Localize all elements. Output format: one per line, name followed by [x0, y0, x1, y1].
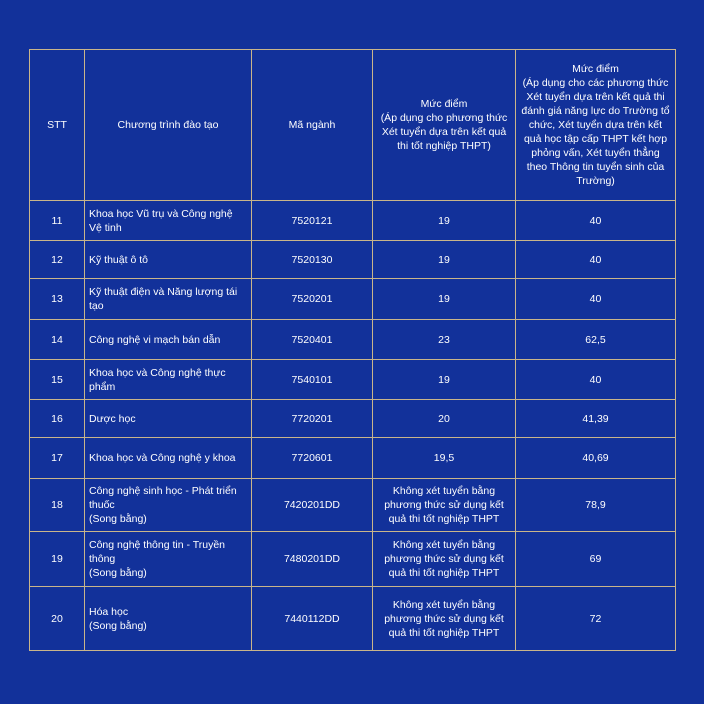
row-stt: 17: [30, 438, 85, 479]
row-program: Dược học: [85, 400, 252, 438]
row-stt: 15: [30, 360, 85, 400]
row-major-code: 7520201: [252, 279, 373, 320]
row-score-other: 40: [516, 201, 676, 241]
row-score-other: 40,69: [516, 438, 676, 479]
row-program: Kỹ thuật ô tô: [85, 241, 252, 279]
table-row: [30, 532, 676, 587]
row-score-thpt: Không xét tuyển bằng phương thức sử dụng kết quả thi tốt nghiệp THPT: [373, 587, 516, 651]
table-row: [30, 400, 676, 438]
row-program: Công nghệ thông tin - Truyền thông (Song bằng): [85, 532, 252, 587]
row-program: Hóa học (Song bằng): [85, 587, 252, 651]
row-score-other: 41,39: [516, 400, 676, 438]
row-major-code: 7480201DD: [252, 532, 373, 587]
row-score-thpt: Không xét tuyển bằng phương thức sử dụng kết quả thi tốt nghiệp THPT: [373, 479, 516, 532]
row-stt: 20: [30, 587, 85, 651]
row-major-code: 7540101: [252, 360, 373, 400]
row-stt: 11: [30, 201, 85, 241]
header-score-other: Mức điểm (Áp dụng cho các phương thức Xét tuyển dựa trên kết quả thi đánh giá năng lực do Trường tổ chức, Xét tuyển dựa trên kết quả học tập cấp THPT kết hợp phỏng vấn, Xét tuyển thẳng theo Thông tin tuyển sinh của Trường): [516, 50, 676, 201]
row-stt: 16: [30, 400, 85, 438]
row-score-thpt: 19: [373, 241, 516, 279]
table-row: [30, 479, 676, 532]
table-body: [30, 201, 676, 651]
row-score-thpt: 19: [373, 201, 516, 241]
table-row: [30, 438, 676, 479]
row-major-code: 7520121: [252, 201, 373, 241]
header-stt: STT: [30, 50, 85, 201]
header-major-code: Mã ngành: [252, 50, 373, 201]
header-program: Chương trình đào tạo: [85, 50, 252, 201]
row-major-code: 7440112DD: [252, 587, 373, 651]
row-score-thpt: 19: [373, 279, 516, 320]
table-row: [30, 241, 676, 279]
header-score-thpt: Mức điểm (Áp dụng cho phương thức Xét tuyển dựa trên kết quả thi tốt nghiệp THPT): [373, 50, 516, 201]
table-row: [30, 587, 676, 651]
row-score-thpt: 23: [373, 320, 516, 360]
row-score-thpt: Không xét tuyển bằng phương thức sử dụng kết quả thi tốt nghiệp THPT: [373, 532, 516, 587]
row-major-code: 7720201: [252, 400, 373, 438]
row-major-code: 7520401: [252, 320, 373, 360]
row-program: Khoa học và Công nghệ thực phẩm: [85, 360, 252, 400]
table-row: [30, 360, 676, 400]
admission-score-table: [29, 49, 676, 651]
row-score-other: 40: [516, 241, 676, 279]
row-program: Khoa học Vũ trụ và Công nghệ Vệ tinh: [85, 201, 252, 241]
row-score-thpt: 20: [373, 400, 516, 438]
row-program: Khoa học và Công nghệ y khoa: [85, 438, 252, 479]
row-program: Kỹ thuật điện và Năng lượng tái tạo: [85, 279, 252, 320]
row-stt: 18: [30, 479, 85, 532]
row-program: Công nghệ vi mạch bán dẫn: [85, 320, 252, 360]
row-major-code: 7720601: [252, 438, 373, 479]
row-score-other: 40: [516, 360, 676, 400]
table-row: [30, 201, 676, 241]
row-stt: 12: [30, 241, 85, 279]
row-stt: 13: [30, 279, 85, 320]
row-score-other: 69: [516, 532, 676, 587]
row-major-code: 7420201DD: [252, 479, 373, 532]
table-row: [30, 320, 676, 360]
row-program: Công nghệ sinh học - Phát triển thuốc (Song bằng): [85, 479, 252, 532]
row-score-other: 40: [516, 279, 676, 320]
row-stt: 19: [30, 532, 85, 587]
row-stt: 14: [30, 320, 85, 360]
row-score-other: 78,9: [516, 479, 676, 532]
table-row: [30, 279, 676, 320]
row-score-other: 72: [516, 587, 676, 651]
row-score-thpt: 19: [373, 360, 516, 400]
row-score-other: 62,5: [516, 320, 676, 360]
table-header-row: [30, 50, 676, 201]
row-score-thpt: 19,5: [373, 438, 516, 479]
row-major-code: 7520130: [252, 241, 373, 279]
